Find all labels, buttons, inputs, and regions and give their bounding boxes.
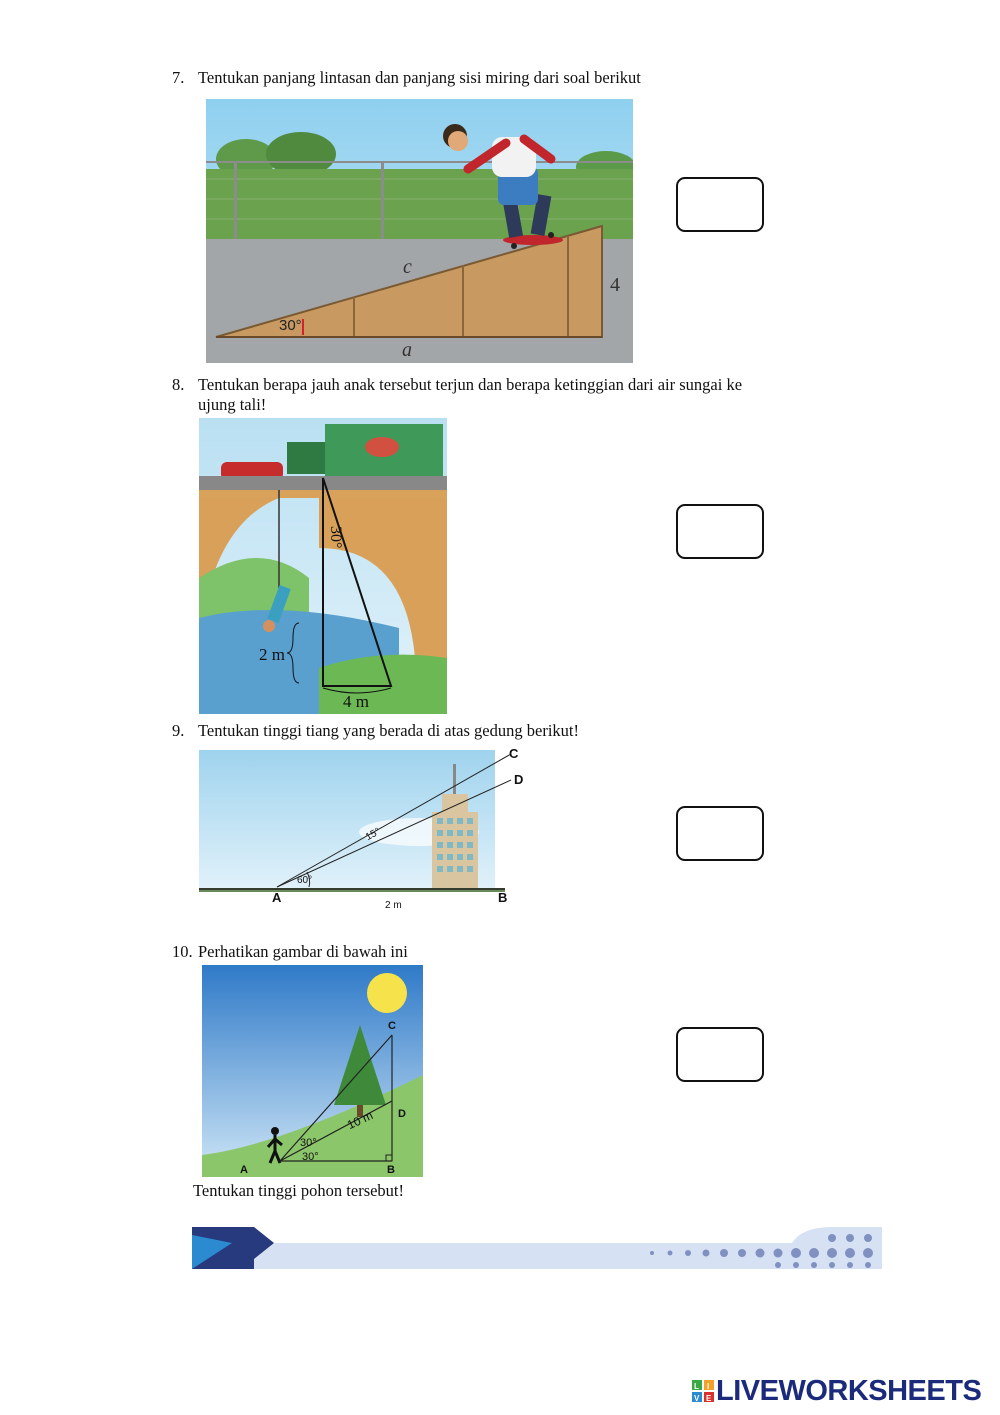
question-9 bbox=[172, 721, 579, 741]
brand-name: LIVEWORKSHEETS bbox=[716, 1374, 982, 1407]
point-a: A bbox=[240, 1164, 248, 1176]
skateboard-ramp-figure bbox=[206, 99, 633, 363]
question-text: Tentukan panjang lintasan dan panjang sisi miring dari soal berikut bbox=[198, 68, 641, 87]
angle-60-label: 60° bbox=[297, 875, 313, 886]
height-label: 2 m bbox=[259, 645, 285, 664]
svg-text:L: L bbox=[694, 1382, 699, 1391]
point-b: B bbox=[387, 1164, 395, 1176]
bungee-bridge-figure bbox=[199, 418, 447, 714]
angle-15-label: 15° bbox=[363, 826, 383, 843]
question-number: 8. bbox=[172, 375, 185, 394]
question-10 bbox=[172, 942, 408, 962]
question-number: 9. bbox=[172, 721, 185, 740]
liveworksheets-brand bbox=[692, 1372, 992, 1410]
question-number: 7. bbox=[172, 68, 185, 87]
question-number: 10. bbox=[172, 942, 193, 961]
question-text: Perhatikan gambar di bawah ini bbox=[198, 942, 408, 961]
tree-slope-figure bbox=[202, 965, 423, 1177]
svg-text:I: I bbox=[707, 1382, 710, 1391]
angle-bottom-label: 30° bbox=[302, 1151, 319, 1163]
point-c: C bbox=[388, 1020, 396, 1032]
point-a: A bbox=[272, 890, 282, 905]
question-10-caption: Tentukan tinggi pohon tersebut! bbox=[193, 1181, 405, 1200]
base-label: 4 m bbox=[343, 692, 369, 711]
svg-text:E: E bbox=[706, 1394, 712, 1402]
liveworksheets-logo-icon bbox=[692, 1380, 714, 1402]
point-d: D bbox=[514, 772, 524, 787]
question-text-line2: ujung tali! bbox=[198, 395, 267, 414]
point-c: C bbox=[509, 746, 519, 761]
question-7 bbox=[172, 68, 641, 88]
answer-input-10[interactable] bbox=[676, 1027, 764, 1082]
point-b: B bbox=[498, 890, 508, 905]
label-side: 4 bbox=[610, 274, 620, 296]
question-8 bbox=[172, 375, 808, 415]
distance-label: 2 m bbox=[385, 900, 402, 911]
building-pole-figure bbox=[199, 742, 529, 912]
question-text: Tentukan tinggi tiang yang berada di atas gedung berikut! bbox=[198, 721, 579, 740]
label-hyp: c bbox=[403, 256, 412, 278]
question-text-line1: Tentukan berapa jauh anak tersebut terjun dan berapa ketinggian dari air sungai ke bbox=[198, 375, 743, 394]
angle-label: 30° bbox=[279, 317, 302, 334]
answer-input-8[interactable] bbox=[676, 504, 764, 559]
label-base: a bbox=[402, 339, 412, 361]
point-d: D bbox=[398, 1108, 406, 1120]
answer-input-7[interactable] bbox=[676, 177, 764, 232]
angle-top-label: 30° bbox=[300, 1137, 317, 1149]
footer-banner bbox=[192, 1227, 882, 1269]
answer-input-9[interactable] bbox=[676, 806, 764, 861]
angle-label: 30° bbox=[327, 526, 344, 549]
slope-length-label: 10 m bbox=[344, 1108, 376, 1133]
svg-text:V: V bbox=[694, 1394, 700, 1402]
